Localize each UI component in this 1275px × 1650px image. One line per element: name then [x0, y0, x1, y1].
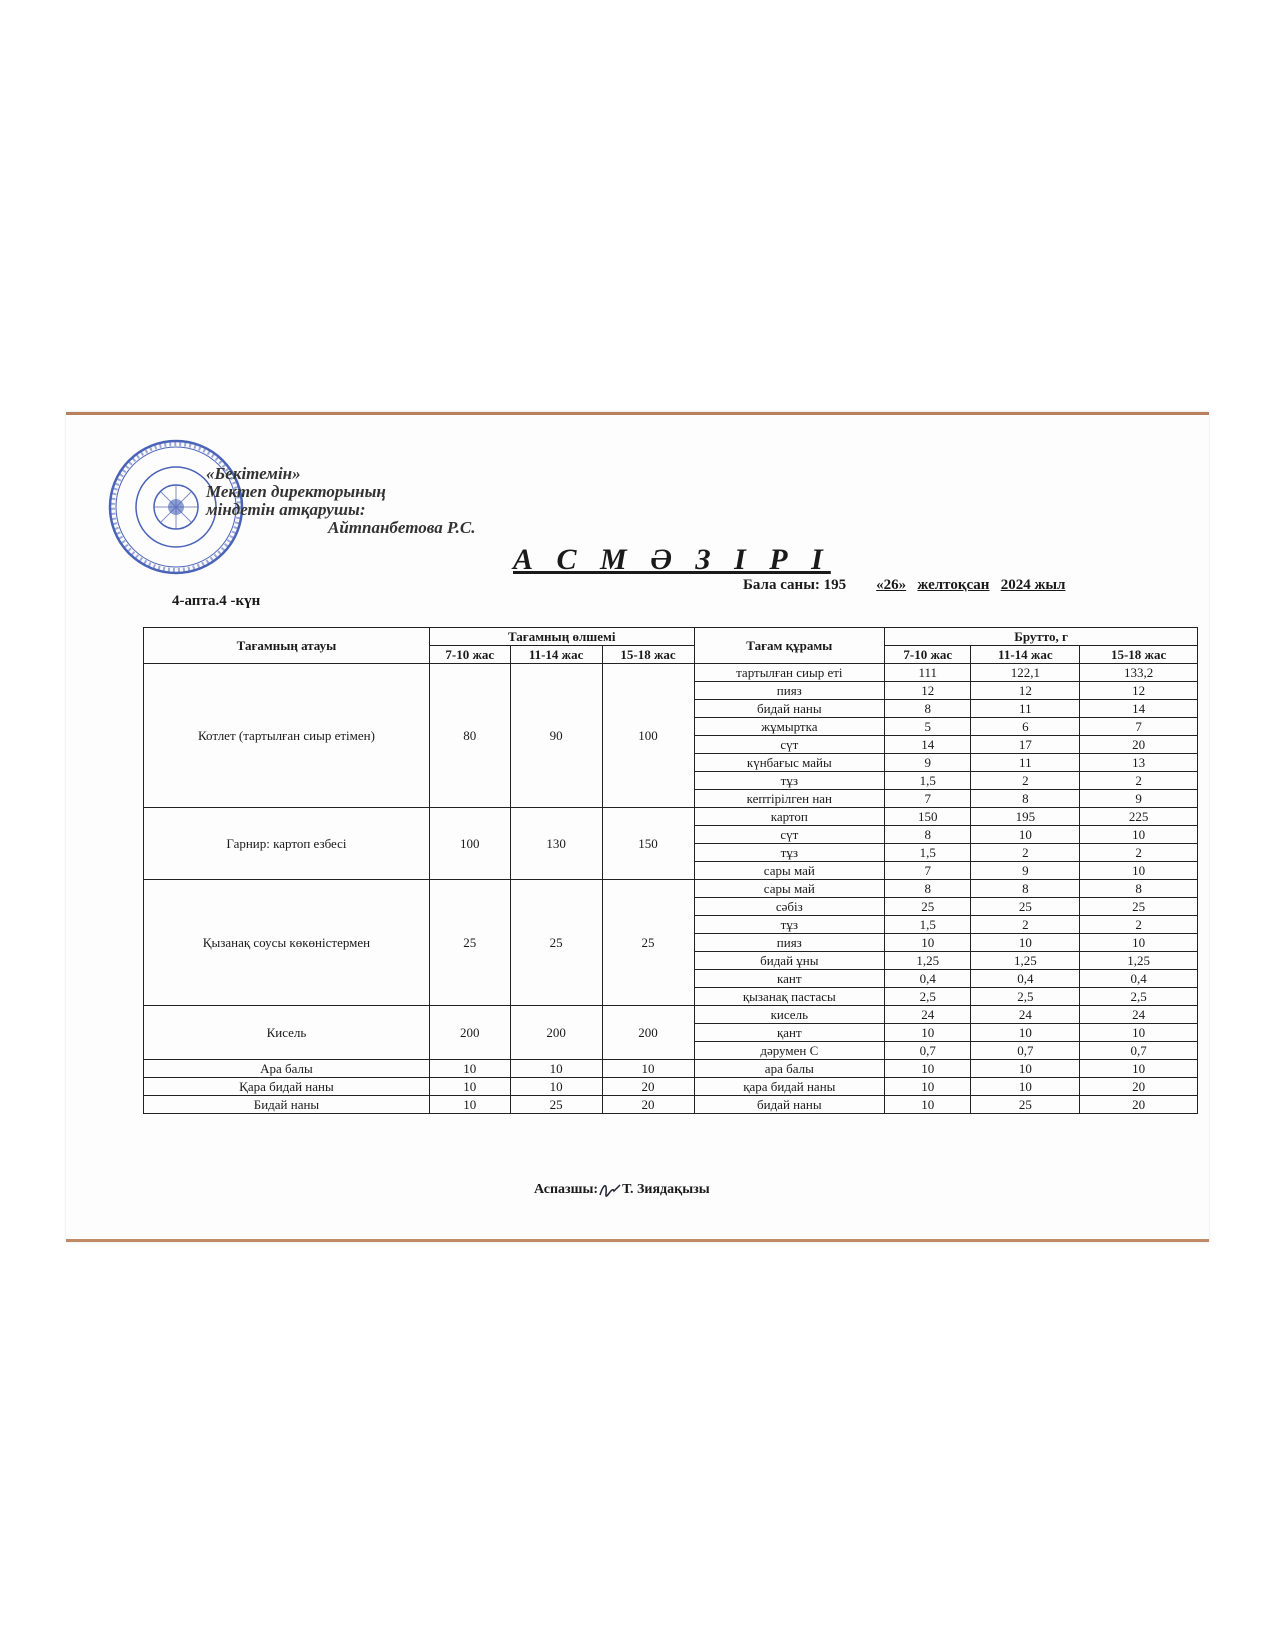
ingredient-brutto: 0,7 [971, 1042, 1080, 1060]
ingredient-brutto: 12 [885, 682, 971, 700]
ingredient-brutto: 2 [971, 772, 1080, 790]
ingredient-brutto: 1,5 [885, 844, 971, 862]
ingredient-brutto: 195 [971, 808, 1080, 826]
ingredient-brutto: 2,5 [971, 988, 1080, 1006]
header-portion-age-2: 11-14 жас [510, 646, 602, 664]
ingredient-name: қара бидай наны [694, 1078, 885, 1096]
cook-label: Аспазшы: [534, 1182, 599, 1198]
ingredient-brutto: 111 [885, 664, 971, 682]
ingredient-brutto: 7 [885, 790, 971, 808]
cook-signature-line [534, 1181, 710, 1199]
ingredient-brutto: 24 [1080, 1006, 1198, 1024]
ingredient-brutto: 10 [1080, 934, 1198, 952]
menu-table-body [144, 664, 1198, 1114]
menu-table [143, 627, 1198, 1114]
children-count: Бала саны: 195 [743, 577, 847, 593]
header-brutto: Брутто, г [885, 628, 1198, 646]
ingredient-name: сары май [694, 862, 885, 880]
ingredient-brutto: 10 [971, 1078, 1080, 1096]
ingredient-brutto: 8 [971, 790, 1080, 808]
ingredient-name: ара балы [694, 1060, 885, 1078]
dish-portion: 10 [602, 1060, 694, 1078]
ingredient-brutto: 11 [971, 754, 1080, 772]
dish-portion: 200 [429, 1006, 510, 1060]
ingredient-brutto: 1,25 [885, 952, 971, 970]
ingredient-brutto: 225 [1080, 808, 1198, 826]
ingredient-brutto: 10 [971, 934, 1080, 952]
dish-portion: 10 [429, 1096, 510, 1114]
ingredient-brutto: 1,5 [885, 916, 971, 934]
ingredient-brutto: 20 [1080, 736, 1198, 754]
ingredient-brutto: 12 [971, 682, 1080, 700]
ingredient-brutto: 2,5 [885, 988, 971, 1006]
ingredient-brutto: 11 [971, 700, 1080, 718]
ingredient-brutto: 10 [1080, 862, 1198, 880]
ingredient-brutto: 2 [1080, 844, 1198, 862]
menu-sheet [66, 412, 1209, 1242]
ingredient-name: сүт [694, 826, 885, 844]
dish-portion: 20 [602, 1096, 694, 1114]
ingredient-brutto: 10 [971, 826, 1080, 844]
ingredient-brutto: 0,7 [1080, 1042, 1198, 1060]
header-meta [743, 577, 1065, 594]
header-brutto-age-1: 7-10 жас [885, 646, 971, 664]
approval-line-3: міндетін атқарушы: [206, 500, 366, 519]
ingredient-brutto: 25 [971, 1096, 1080, 1114]
ingredient-brutto: 25 [885, 898, 971, 916]
dish-portion: 20 [602, 1078, 694, 1096]
approval-name: Айтпанбетова Р.С. [328, 518, 476, 537]
ingredient-name: кептірілген нан [694, 790, 885, 808]
date-month: желтоқсан [917, 577, 990, 593]
ingredient-name: сәбіз [694, 898, 885, 916]
dish-name: Қызанақ соусы көкөністермен [144, 880, 430, 1006]
approval-block [206, 465, 475, 537]
ingredient-name: кант [694, 970, 885, 988]
ingredient-brutto: 2 [1080, 916, 1198, 934]
ingredient-name: сары май [694, 880, 885, 898]
dish-portion: 25 [510, 880, 602, 1006]
ingredient-brutto: 20 [1080, 1096, 1198, 1114]
ingredient-brutto: 14 [1080, 700, 1198, 718]
ingredient-brutto: 0,4 [971, 970, 1080, 988]
ingredient-name: картоп [694, 808, 885, 826]
ingredient-brutto: 25 [971, 898, 1080, 916]
ingredient-brutto: 10 [885, 1060, 971, 1078]
signature-icon [598, 1181, 622, 1199]
ingredient-brutto: 24 [971, 1006, 1080, 1024]
ingredient-name: бидай наны [694, 700, 885, 718]
ingredient-brutto: 8 [885, 700, 971, 718]
header-brutto-age-3: 15-18 жас [1080, 646, 1198, 664]
ingredient-brutto: 9 [885, 754, 971, 772]
table-row [144, 664, 1198, 682]
table-row [144, 808, 1198, 826]
ingredient-name: тартылған сиыр еті [694, 664, 885, 682]
ingredient-brutto: 133,2 [1080, 664, 1198, 682]
dish-portion: 200 [602, 1006, 694, 1060]
dish-portion: 10 [429, 1078, 510, 1096]
ingredient-brutto: 13 [1080, 754, 1198, 772]
ingredient-brutto: 10 [885, 1078, 971, 1096]
table-header-row-1 [144, 628, 1198, 646]
ingredient-brutto: 8 [971, 880, 1080, 898]
ingredient-name: тұз [694, 916, 885, 934]
ingredient-name: бидай наны [694, 1096, 885, 1114]
ingredient-brutto: 10 [885, 1096, 971, 1114]
ingredient-brutto: 2 [1080, 772, 1198, 790]
ingredient-brutto: 5 [885, 718, 971, 736]
ingredient-brutto: 10 [1080, 1024, 1198, 1042]
ingredient-name: тұз [694, 844, 885, 862]
dish-portion: 100 [429, 808, 510, 880]
ingredient-brutto: 17 [971, 736, 1080, 754]
ingredient-name: сүт [694, 736, 885, 754]
ingredient-brutto: 9 [971, 862, 1080, 880]
dish-portion: 100 [602, 664, 694, 808]
week-day: 4-апта.4 -күн [172, 593, 261, 609]
header-brutto-age-2: 11-14 жас [971, 646, 1080, 664]
ingredient-brutto: 7 [1080, 718, 1198, 736]
ingredient-name: қант [694, 1024, 885, 1042]
ingredient-brutto: 10 [1080, 826, 1198, 844]
table-row [144, 880, 1198, 898]
ingredient-name: жұмыртка [694, 718, 885, 736]
dish-name: Ара балы [144, 1060, 430, 1078]
dish-portion: 200 [510, 1006, 602, 1060]
ingredient-brutto: 6 [971, 718, 1080, 736]
ingredient-brutto: 10 [1080, 1060, 1198, 1078]
table-row [144, 1060, 1198, 1078]
ingredient-brutto: 0,7 [885, 1042, 971, 1060]
ingredient-name: пияз [694, 934, 885, 952]
ingredient-brutto: 1,25 [1080, 952, 1198, 970]
dish-portion: 10 [429, 1060, 510, 1078]
ingredient-brutto: 10 [971, 1024, 1080, 1042]
ingredient-brutto: 10 [885, 934, 971, 952]
ingredient-name: тұз [694, 772, 885, 790]
ingredient-brutto: 2 [971, 916, 1080, 934]
ingredient-name: пияз [694, 682, 885, 700]
ingredient-brutto: 1,5 [885, 772, 971, 790]
ingredient-name: күнбағыс майы [694, 754, 885, 772]
dish-name: Қара бидай наны [144, 1078, 430, 1096]
header-portion-age-1: 7-10 жас [429, 646, 510, 664]
dish-portion: 10 [510, 1078, 602, 1096]
dish-portion: 10 [510, 1060, 602, 1078]
dish-name: Бидай наны [144, 1096, 430, 1114]
ingredient-brutto: 2,5 [1080, 988, 1198, 1006]
ingredient-brutto: 7 [885, 862, 971, 880]
ingredient-brutto: 10 [885, 1024, 971, 1042]
dish-name: Гарнир: картоп езбесі [144, 808, 430, 880]
page-title: А С М Ә З І Р І [513, 543, 831, 576]
dish-portion: 130 [510, 808, 602, 880]
ingredient-name: қызанақ пастасы [694, 988, 885, 1006]
table-row [144, 1096, 1198, 1114]
ingredient-brutto: 14 [885, 736, 971, 754]
dish-portion: 80 [429, 664, 510, 808]
dish-portion: 90 [510, 664, 602, 808]
date-year: 2024 жыл [1000, 577, 1066, 593]
ingredient-brutto: 8 [885, 880, 971, 898]
date-day: «26» [876, 577, 907, 593]
dish-portion: 25 [602, 880, 694, 1006]
dish-portion: 25 [510, 1096, 602, 1114]
ingredient-brutto: 25 [1080, 898, 1198, 916]
table-row [144, 1078, 1198, 1096]
dish-portion: 150 [602, 808, 694, 880]
header-portion-age-3: 15-18 жас [602, 646, 694, 664]
ingredient-brutto: 8 [1080, 880, 1198, 898]
ingredient-brutto: 2 [971, 844, 1080, 862]
ingredient-brutto: 1,25 [971, 952, 1080, 970]
ingredient-brutto: 20 [1080, 1078, 1198, 1096]
header-portion: Тағамның өлшемі [429, 628, 694, 646]
ingredient-brutto: 9 [1080, 790, 1198, 808]
ingredient-brutto: 0,4 [1080, 970, 1198, 988]
table-row [144, 1006, 1198, 1024]
ingredient-brutto: 24 [885, 1006, 971, 1024]
approval-line-1: «Бекітемін» [206, 464, 301, 483]
ingredient-brutto: 10 [971, 1060, 1080, 1078]
dish-name: Котлет (тартылған сиыр етімен) [144, 664, 430, 808]
ingredient-brutto: 12 [1080, 682, 1198, 700]
cook-name: Т. Зиядақызы [622, 1182, 710, 1198]
header-dish-name: Тағамның атауы [144, 628, 430, 664]
ingredient-brutto: 0,4 [885, 970, 971, 988]
ingredient-brutto: 8 [885, 826, 971, 844]
dish-name: Кисель [144, 1006, 430, 1060]
ingredient-name: бидай ұны [694, 952, 885, 970]
dish-portion: 25 [429, 880, 510, 1006]
approval-line-2: Мектеп директорының [206, 482, 386, 501]
ingredient-brutto: 150 [885, 808, 971, 826]
header-composition: Тағам құрамы [694, 628, 885, 664]
ingredient-name: дәрумен С [694, 1042, 885, 1060]
ingredient-brutto: 122,1 [971, 664, 1080, 682]
ingredient-name: кисель [694, 1006, 885, 1024]
